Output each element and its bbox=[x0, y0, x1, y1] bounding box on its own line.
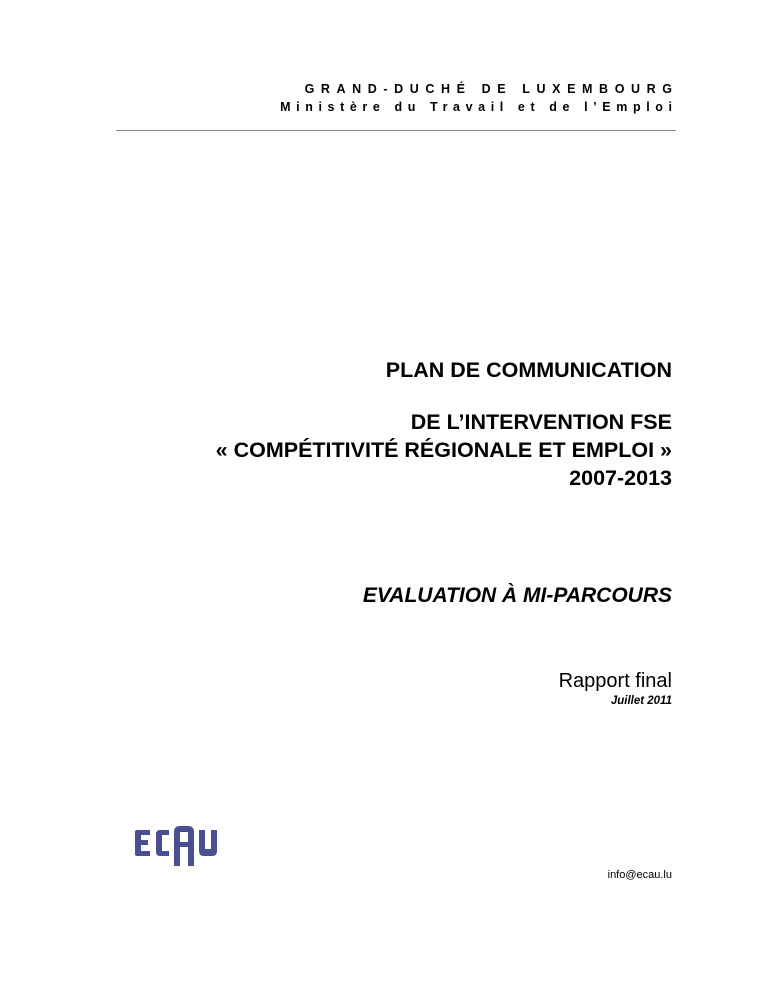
country-name: GRAND-DUCHÉ DE LUXEMBOURG bbox=[304, 82, 679, 96]
contact-email: info@ecau.lu bbox=[607, 869, 672, 881]
header-divider bbox=[116, 130, 676, 131]
ministry-name: Ministère du Travail et de l’Emploi bbox=[280, 100, 678, 114]
document-title: PLAN DE COMMUNICATION bbox=[385, 358, 672, 382]
subtitle-line: DE L’INTERVENTION FSE bbox=[410, 410, 672, 434]
subtitle-line: « COMPÉTITIVITÉ RÉGIONALE ET EMPLOI » bbox=[215, 438, 672, 462]
letterhead bbox=[280, 80, 679, 116]
subtitle-line: 2007-2013 bbox=[569, 466, 672, 490]
document-subtitle bbox=[216, 408, 672, 492]
report-type: Rapport final bbox=[558, 670, 672, 692]
report-date: Juillet 2011 bbox=[610, 695, 672, 707]
ecau-logo bbox=[135, 826, 221, 866]
evaluation-heading: EVALUATION À MI-PARCOURS bbox=[362, 584, 672, 607]
